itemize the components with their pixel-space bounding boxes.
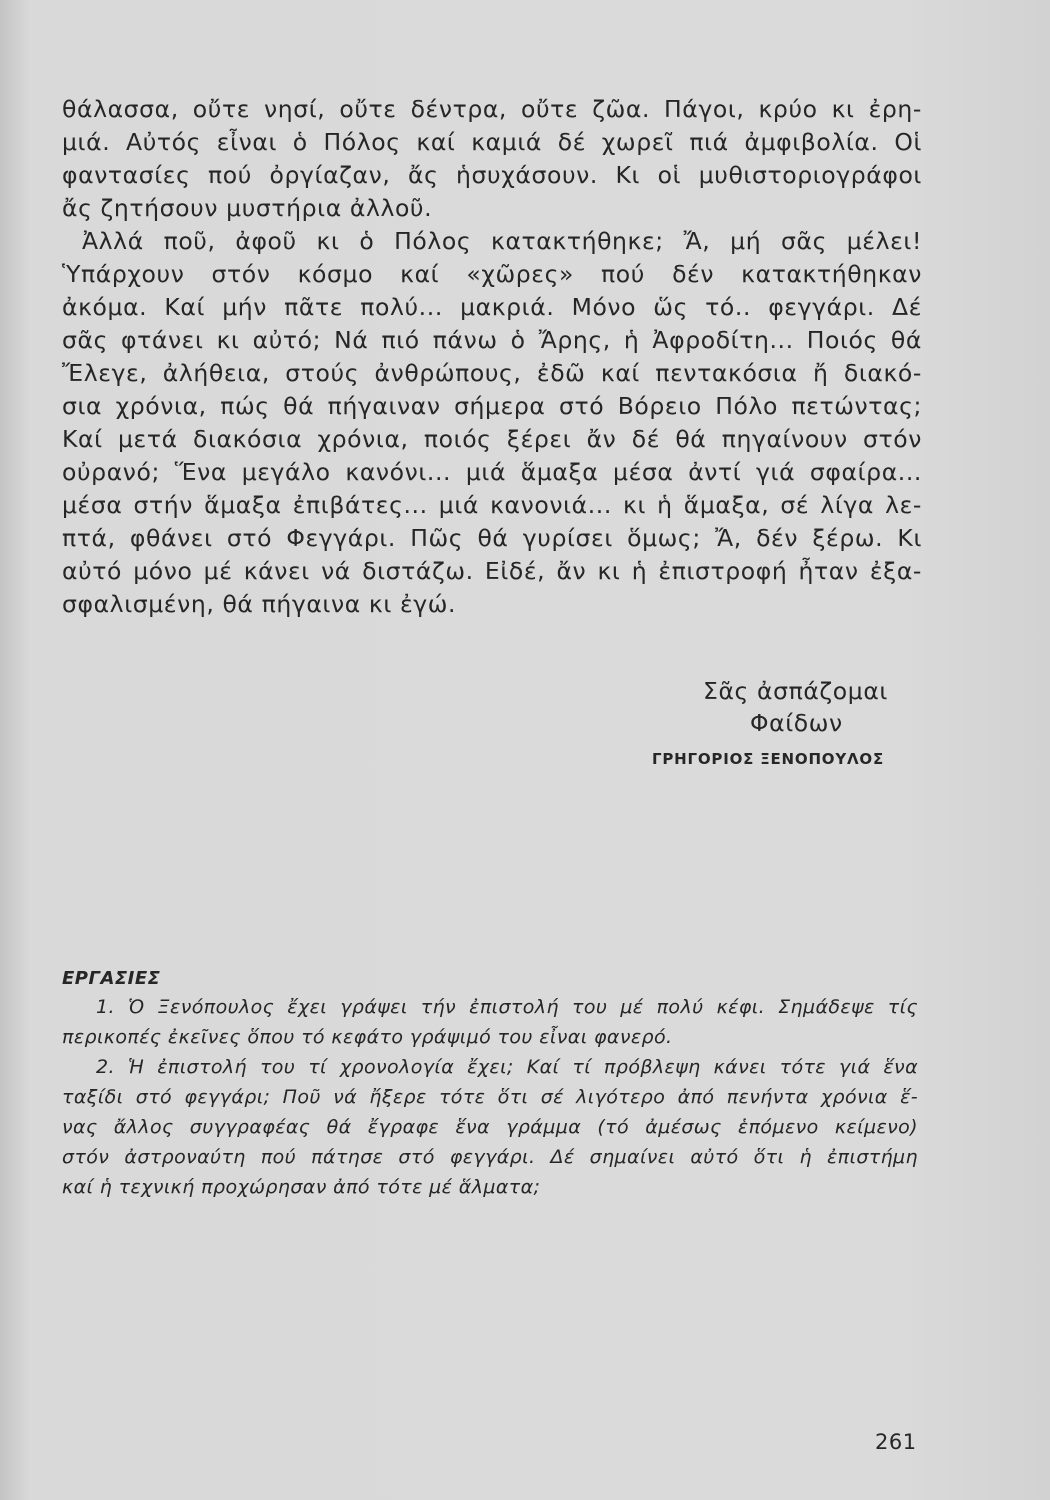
body-line-7: ἀκόμα. Καί μήν πᾶτε πολύ... μακριά. Μόνο ὥς τό.. φεγγάρι. Δέ <box>62 293 922 321</box>
exercise-line-6: στόν ἀστροναύτη πού πάτησε στό φεγγάρι. Δέ σημαίνει αὐτό ὅτι ἡ ἐπιστήμη <box>62 1146 918 1168</box>
body-line-5: Ἀλλά ποῦ, ἀφοῦ κι ὁ Πόλος κατακτήθηκε; Ἄ, μή σᾶς μέλει! <box>82 227 922 255</box>
exercise-line-5: νας ἄλλος συγγραφέας θά ἔγραφε ἕνα γράμμα (τό ἀμέσως ἑπόμενο κείμενο) <box>62 1116 918 1138</box>
body-line-14: πτά, φθάνει στό Φεγγάρι. Πῶς θά γυρίσει ὅμως; Ἄ, δέν ξέρω. Κι <box>62 524 922 552</box>
body-line-13: μέσα στήν ἅμαξα ἐπιβάτες... μιά κανονιά... κι ἡ ἅμαξα, σέ λίγα λε- <box>62 491 922 519</box>
body-line-6: Ὑπάρχουν στόν κόσμο καί «χῶρες» πού δέν κατακτήθηκαν <box>62 260 922 288</box>
exercise-line-4: ταξίδι στό φεγγάρι; Ποῦ νά ἤξερε τότε ὅτι σέ λιγότερο ἀπό πενήντα χρόνια ἕ- <box>62 1086 918 1108</box>
body-line-1: θάλασσα, οὔτε νησί, οὔτε δέντρα, οὔτε ζῶα. Πάγοι, κρύο κι ἐρη- <box>62 95 922 123</box>
body-line-15: αὐτό μόνο μέ κάνει νά διστάζω. Εἰδέ, ἄν κι ἡ ἐπιστροφή ἦταν ἐξα- <box>62 557 922 585</box>
body-line-2: μιά. Αὐτός εἶναι ὁ Πόλος καί καμιά δέ χωρεῖ πιά ἀμφιβολία. Οἱ <box>62 128 922 156</box>
body-line-12: οὐρανό; Ἕνα μεγάλο κανόνι... μιά ἅμαξα μέσα ἀντί γιά σφαίρα... <box>62 458 922 486</box>
exercise-line-1: 1. Ὁ Ξενόπουλος ἔχει γράψει τήν ἐπιστολή του μέ πολύ κέφι. Σημάδεψε τίς <box>96 996 918 1018</box>
author-name: ΓΡΗΓΟΡΙΟΣ ΞΕΝΟΠΟΥΛΟΣ <box>652 750 885 768</box>
body-line-3: φαντασίες πού ὀργίαζαν, ἄς ἡσυχάσουν. Κι οἱ μυθιστοριογράφοι <box>62 161 922 189</box>
exercises-heading: ΕΡΓΑΣΙΕΣ <box>62 968 161 989</box>
body-line-4: ἄς ζητήσουν μυστήρια ἀλλοῦ. <box>62 194 433 222</box>
body-line-10: σια χρόνια, πώς θά πήγαιναν σήμερα στό Βόρειο Πόλο πετώντας; <box>62 392 922 420</box>
page-number: 261 <box>875 1430 917 1454</box>
body-line-16: σφαλισμένη, θά πήγαινα κι ἐγώ. <box>62 590 457 618</box>
exercises-section <box>62 966 918 1202</box>
letter-body <box>62 93 922 621</box>
body-line-9: Ἔλεγε, ἀλήθεια, στούς ἀνθρώπους, ἐδῶ καί πεντακόσια ἤ διακό- <box>62 359 922 387</box>
exercise-line-3: 2. Ἡ ἐπιστολή του τί χρονολογία ἔχει; Καί τί πρόβλεψη κάνει τότε γιά ἕνα <box>96 1056 918 1078</box>
exercise-line-2: περικοπές ἐκεῖνες ὅπου τό κεφάτο γράψιμό του εἶναι φανερό. <box>62 1026 673 1048</box>
closing-signature: Φαίδων <box>750 709 843 737</box>
exercise-line-7: καί ἡ τεχνική προχώρησαν ἀπό τότε μέ ἅλματα; <box>62 1176 541 1198</box>
body-line-11: Καί μετά διακόσια χρόνια, ποιός ξέρει ἄν δέ θά πηγαίνουν στόν <box>62 425 922 453</box>
body-line-8: σᾶς φτάνει κι αὐτό; Νά πιό πάνω ὁ Ἄρης, ἡ Ἀφροδίτη... Ποιός θά <box>62 326 922 354</box>
closing-greeting: Σᾶς ἀσπάζομαι <box>703 677 888 705</box>
